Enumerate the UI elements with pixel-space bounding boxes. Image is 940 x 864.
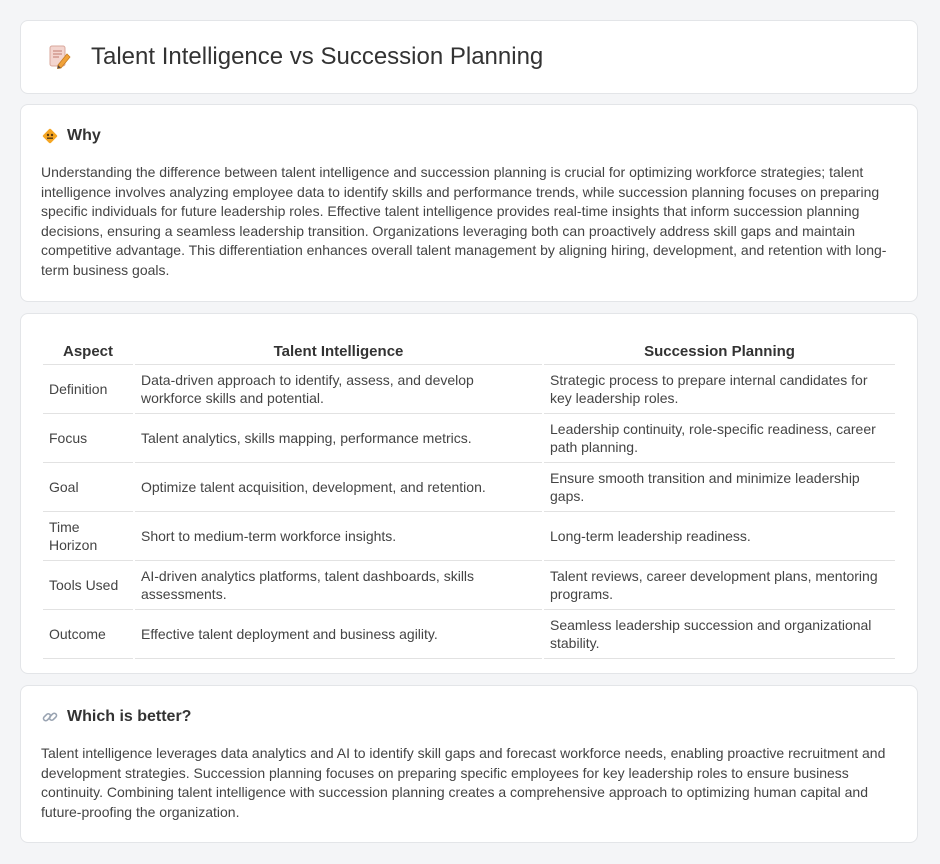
comparison-table (41, 334, 897, 659)
row-succession-planning: Strategic process to prepare internal candidates for key leadership roles. (544, 365, 895, 414)
row-aspect: Definition (43, 365, 133, 414)
row-aspect: Goal (43, 463, 133, 512)
header-succession-planning: Succession Planning (544, 334, 895, 365)
row-aspect: Tools Used (43, 561, 133, 610)
row-talent-intelligence: AI-driven analytics platforms, talent dashboards, skills assessments. (135, 561, 542, 610)
table-row (43, 414, 895, 463)
row-succession-planning: Long-term leadership readiness. (544, 512, 895, 561)
row-succession-planning: Seamless leadership succession and organizational stability. (544, 610, 895, 659)
table-header-row (43, 334, 895, 365)
diamond-warning-icon (41, 127, 59, 145)
why-header (41, 127, 897, 145)
why-section (20, 104, 918, 302)
page-title: Talent Intelligence vs Succession Planning (91, 43, 544, 70)
row-talent-intelligence: Effective talent deployment and business agility. (135, 610, 542, 659)
row-talent-intelligence: Data-driven approach to identify, assess, and develop workforce skills and potential. (135, 365, 542, 414)
link-icon (41, 708, 59, 726)
table-row (43, 463, 895, 512)
title-card (20, 20, 918, 94)
row-aspect: Focus (43, 414, 133, 463)
document-pencil-icon (45, 43, 73, 71)
row-succession-planning: Talent reviews, career development plans, mentoring programs. (544, 561, 895, 610)
row-talent-intelligence: Short to medium-term workforce insights. (135, 512, 542, 561)
better-text: Talent intelligence leverages data analytics and AI to identify skill gaps and forecast workforce needs, enabling proactive recruitment and development strategies. Succession planning focuses on preparing specific employees for key leadership roles to ensure business continuity. Combining talent intelligence with succession planning creates a comprehensive approach to optimizing human capital and future-proofing the organization. (41, 745, 886, 820)
why-heading: Why (67, 127, 101, 144)
table-row (43, 610, 895, 659)
header-talent-intelligence: Talent Intelligence (135, 334, 542, 365)
row-aspect: Outcome (43, 610, 133, 659)
row-talent-intelligence: Optimize talent acquisition, development, and retention. (135, 463, 542, 512)
header-aspect: Aspect (43, 334, 133, 365)
table-row (43, 512, 895, 561)
table-row (43, 365, 895, 414)
table-row (43, 561, 895, 610)
row-aspect: Time Horizon (43, 512, 133, 561)
better-heading: Which is better? (67, 708, 192, 725)
why-text: Understanding the difference between talent intelligence and succession planning is crucial for optimizing workforce strategies; talent intelligence involves analyzing employee data to identify skills and performance trends, while succession planning focuses on preparing specific individuals for future leadership roles. Effective talent intelligence provides real-time insights that inform succession planning decisions, ensuring a seamless leadership transition. Organizations leveraging both can proactively address skill gaps and maintain competitive advantage. This differentiation enhances overall talent management by aligning hiring, development, and retention with long-term business goals. (41, 164, 887, 278)
row-succession-planning: Ensure smooth transition and minimize leadership gaps. (544, 463, 895, 512)
better-header (41, 708, 897, 726)
comparison-table-card (20, 313, 918, 674)
row-succession-planning: Leadership continuity, role-specific readiness, career path planning. (544, 414, 895, 463)
row-talent-intelligence: Talent analytics, skills mapping, performance metrics. (135, 414, 542, 463)
which-is-better-section (20, 685, 918, 843)
